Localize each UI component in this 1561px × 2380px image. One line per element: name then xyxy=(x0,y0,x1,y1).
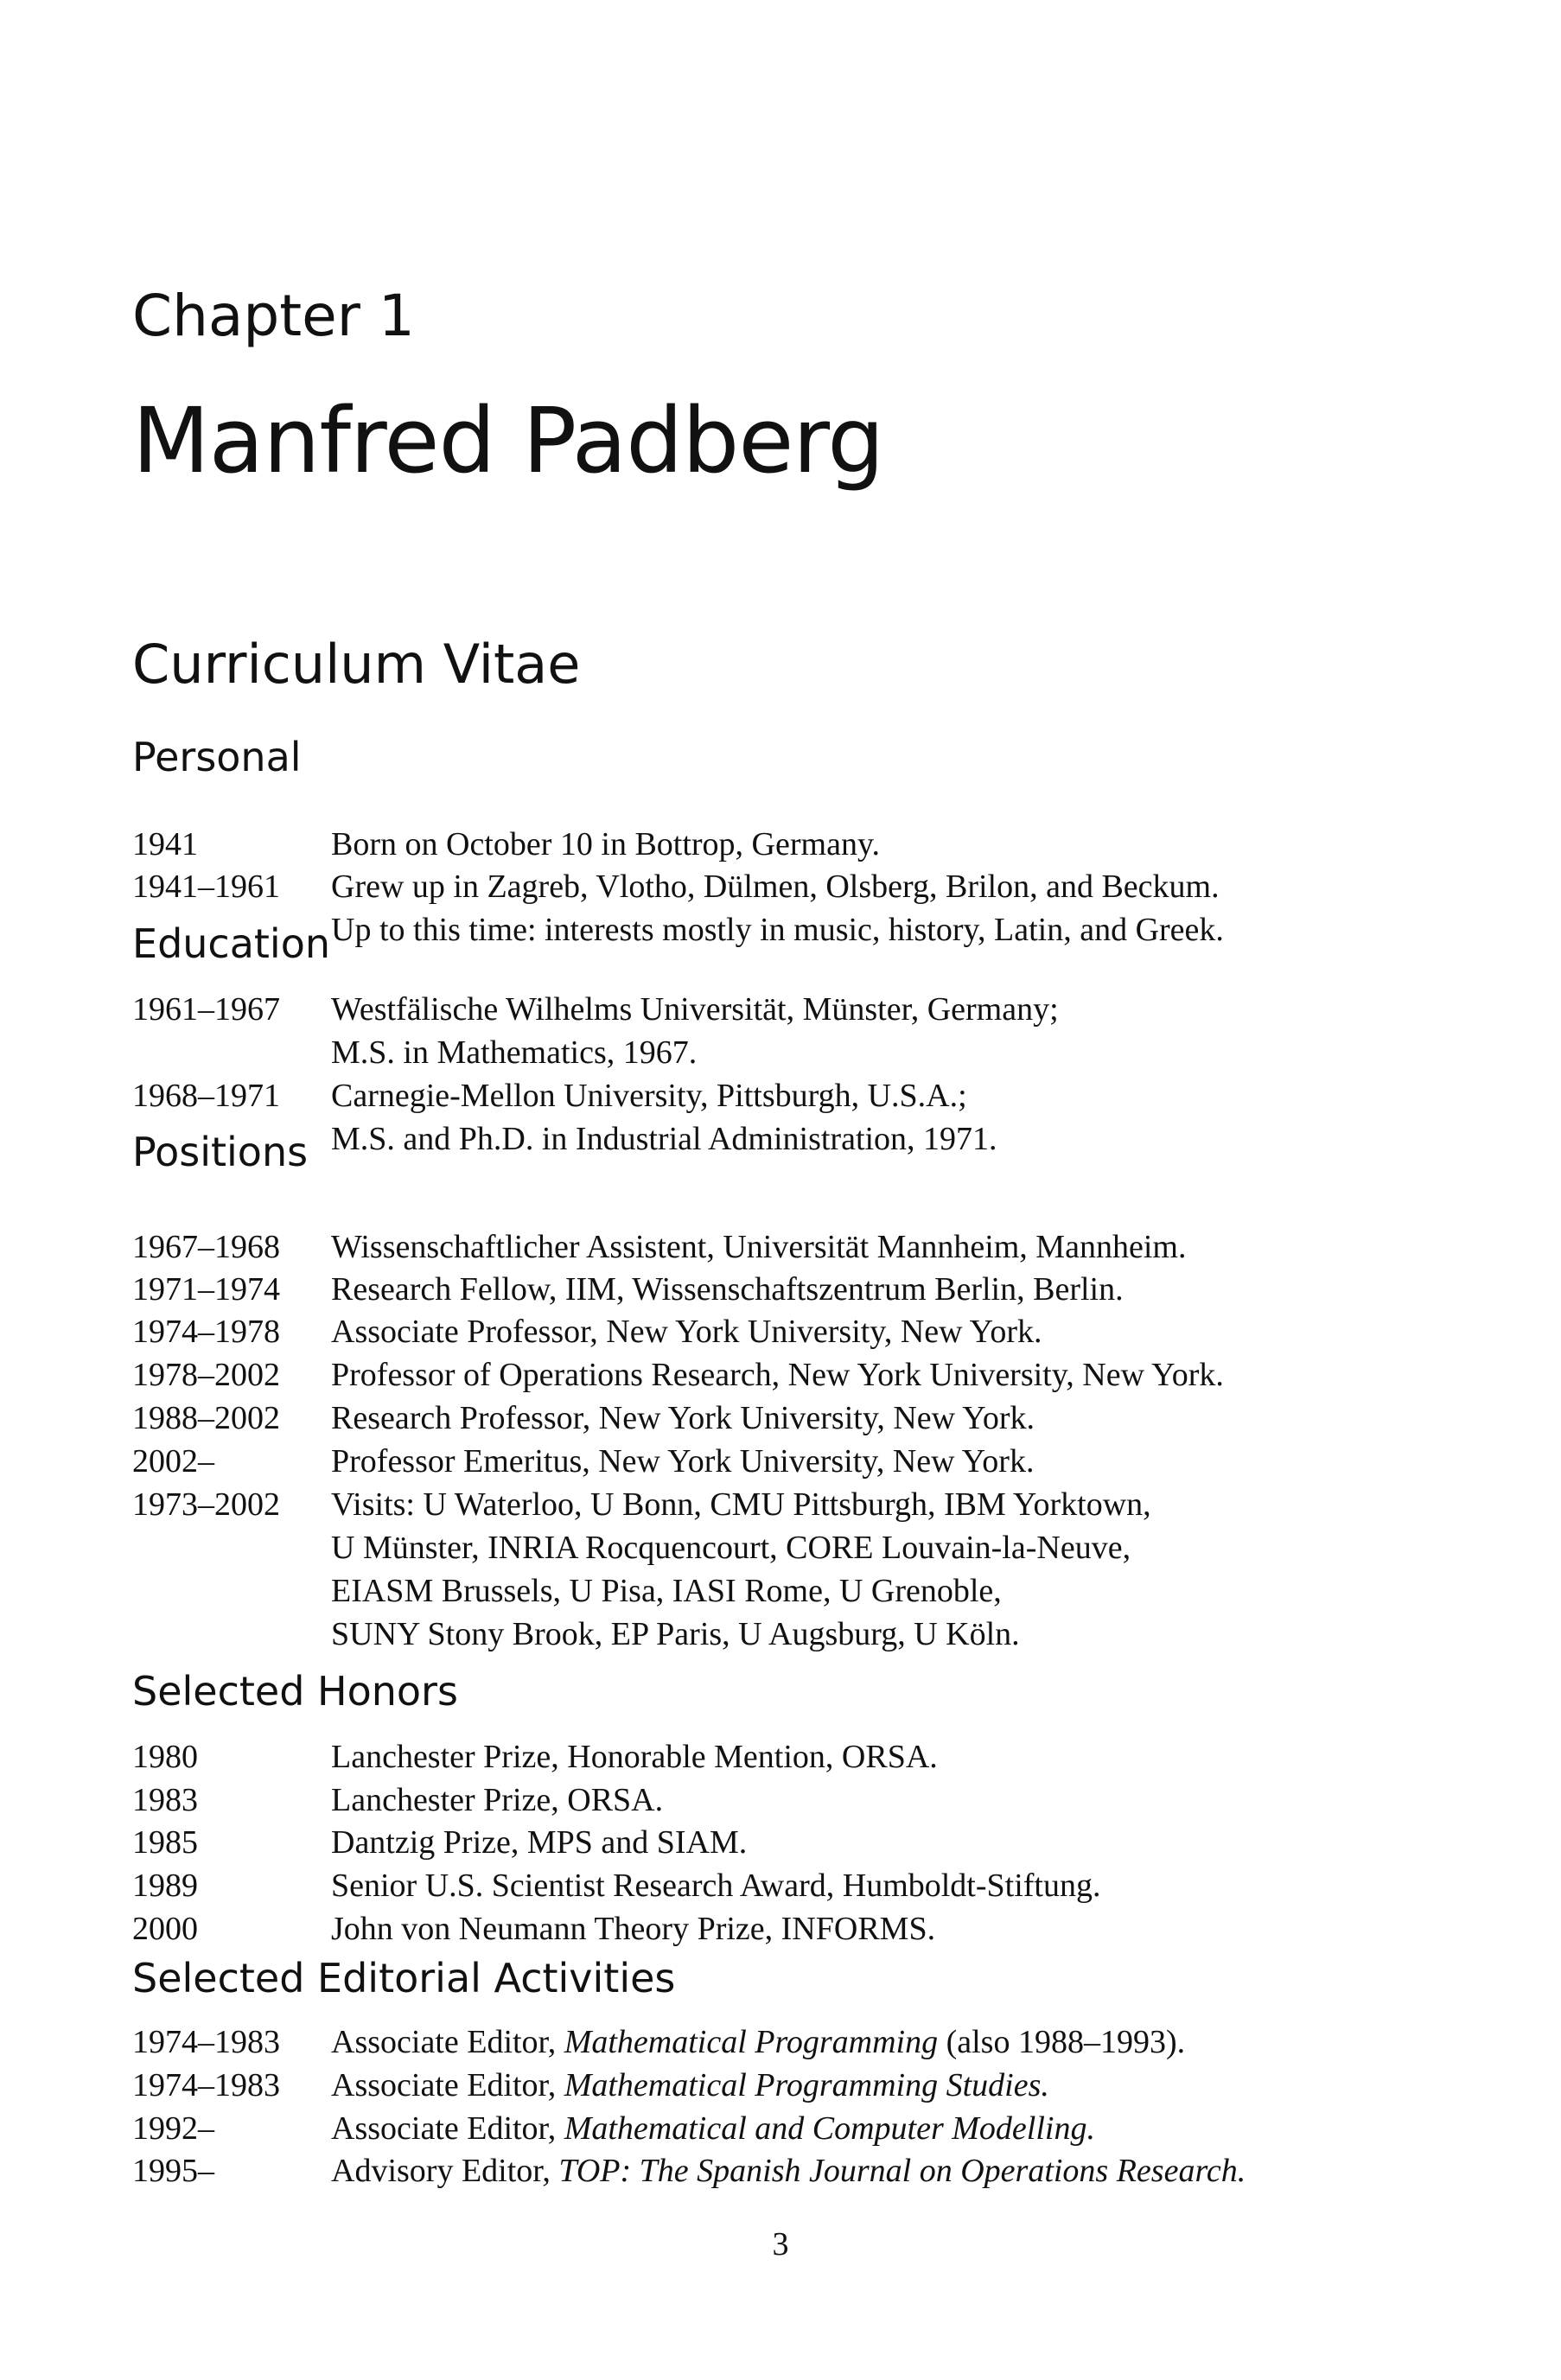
entry-line: SUNY Stony Brook, EP Paris, U Augsburg, U Köln. xyxy=(331,1616,1020,1652)
cv-entry xyxy=(132,1440,1515,1483)
editor-role: Associate Editor, xyxy=(331,2110,564,2147)
entry-line: Research Fellow, IIM, Wissenschaftszentrum Berlin, Berlin. xyxy=(331,1271,1124,1308)
entry-description xyxy=(331,1440,1515,1483)
entry-description xyxy=(331,1074,1515,1161)
entry-line: Visits: U Waterloo, U Bonn, CMU Pittsburgh, IBM Yorktown, xyxy=(331,1486,1151,1523)
entry-description xyxy=(331,1779,1515,1822)
editor-role: Associate Editor, xyxy=(331,2024,564,2060)
entry-line xyxy=(331,2149,1515,2192)
entry-line: Grew up in Zagreb, Vlotho, Dülmen, Olsberg, Brilon, and Beckum. xyxy=(331,869,1220,905)
section-heading-personal: Personal xyxy=(132,734,302,780)
entry-years: 1967–1968 xyxy=(132,1229,280,1265)
cv-entry xyxy=(132,2020,1515,2064)
cv-entry xyxy=(132,1353,1515,1397)
entry-line: Research Professor, New York University, New York. xyxy=(331,1400,1035,1436)
entry-description xyxy=(331,1310,1515,1353)
cv-entry xyxy=(132,2107,1515,2150)
entry-line: Lanchester Prize, ORSA. xyxy=(331,1782,664,1818)
entry-years: 1985 xyxy=(132,1824,198,1861)
entry-years: 2002– xyxy=(132,1443,214,1480)
entry-line xyxy=(331,2107,1515,2150)
chapter-title: Manfred Padberg xyxy=(132,388,884,493)
section-heading-education: Education xyxy=(132,920,331,967)
entry-line: Wissenschaftlicher Assistent, Universität Mannheim, Mannheim. xyxy=(331,1229,1187,1265)
editor-role: Associate Editor, xyxy=(331,2067,564,2103)
entry-years: 1983 xyxy=(132,1782,198,1818)
journal-title: Mathematical Programming xyxy=(564,2024,939,2060)
entry-years: 2000 xyxy=(132,1911,198,1947)
entry-description xyxy=(331,1483,1515,1656)
entry-description xyxy=(331,1821,1515,1864)
entry-description xyxy=(331,1353,1515,1397)
entry-description xyxy=(331,2107,1515,2150)
cv-entry xyxy=(132,2064,1515,2107)
entry-line: Professor of Operations Research, New York University, New York. xyxy=(331,1357,1224,1393)
entry-years: 1974–1978 xyxy=(132,1314,280,1350)
entry-description xyxy=(331,2020,1515,2064)
entry-description xyxy=(331,1907,1515,1950)
entry-line: EIASM Brussels, U Pisa, IASI Rome, U Grenoble, xyxy=(331,1573,1002,1609)
entry-years: 1961–1967 xyxy=(132,991,280,1028)
cv-entry xyxy=(132,1225,1515,1269)
cv-entry xyxy=(132,865,1515,951)
entry-description xyxy=(331,865,1515,951)
entry-description xyxy=(331,2064,1515,2107)
entry-years: 1992– xyxy=(132,2110,214,2147)
entry-description xyxy=(331,2149,1515,2192)
entry-suffix: (also 1988–1993). xyxy=(938,2024,1186,2060)
entry-line xyxy=(331,2020,1515,2064)
entry-years: 1988–2002 xyxy=(132,1400,280,1436)
cv-entry xyxy=(132,1907,1515,1950)
entry-line: Carnegie-Mellon University, Pittsburgh, U.S.A.; xyxy=(331,1078,967,1114)
entry-years: 1978–2002 xyxy=(132,1357,280,1393)
editor-role: Advisory Editor, xyxy=(331,2153,559,2189)
entry-line: U Münster, INRIA Rocquencourt, CORE Louvain-la-Neuve, xyxy=(331,1530,1131,1566)
entry-line: Born on October 10 in Bottrop, Germany. xyxy=(331,826,880,862)
entry-line: Associate Professor, New York University, New York. xyxy=(331,1314,1042,1350)
entry-years: 1995– xyxy=(132,2153,214,2189)
entry-line: John von Neumann Theory Prize, INFORMS. xyxy=(331,1911,936,1947)
cv-title: Curriculum Vitae xyxy=(132,633,581,696)
cv-entry xyxy=(132,1821,1515,1864)
entry-years: 1941 xyxy=(132,826,198,862)
cv-entry xyxy=(132,1397,1515,1440)
journal-title: Mathematical Programming Studies. xyxy=(564,2067,1049,2103)
journal-title: TOP: The Spanish Journal on Operations Research. xyxy=(558,2153,1246,2189)
cv-entry xyxy=(132,1864,1515,1907)
entry-description xyxy=(331,823,1515,866)
entry-line: M.S. and Ph.D. in Industrial Administration, 1971. xyxy=(331,1121,997,1157)
entry-line: M.S. in Mathematics, 1967. xyxy=(331,1034,698,1071)
section-heading-honors: Selected Honors xyxy=(132,1668,458,1715)
entry-years: 1974–1983 xyxy=(132,2067,280,2103)
entry-line: Westfälische Wilhelms Universität, Münster, Germany; xyxy=(331,991,1059,1028)
entry-line: Dantzig Prize, MPS and SIAM. xyxy=(331,1824,748,1861)
cv-entry xyxy=(132,1074,1515,1161)
entry-line: Lanchester Prize, Honorable Mention, ORSA. xyxy=(331,1739,938,1775)
section-heading-editorial: Selected Editorial Activities xyxy=(132,1955,676,2001)
entry-description xyxy=(331,1268,1515,1311)
section-heading-positions: Positions xyxy=(132,1129,309,1175)
cv-entry xyxy=(132,823,1515,866)
entry-line xyxy=(331,2064,1515,2107)
entry-description xyxy=(331,1864,1515,1907)
cv-entry xyxy=(132,1310,1515,1353)
entry-description xyxy=(331,1397,1515,1440)
entry-description xyxy=(331,1735,1515,1779)
cv-entry xyxy=(132,1268,1515,1311)
journal-title: Mathematical and Computer Modelling. xyxy=(564,2110,1095,2147)
entry-years: 1974–1983 xyxy=(132,2024,280,2060)
entry-line: Professor Emeritus, New York University, New York. xyxy=(331,1443,1035,1480)
entry-line: Senior U.S. Scientist Research Award, Humboldt-Stiftung. xyxy=(331,1868,1101,1904)
page-number: 3 xyxy=(772,2226,789,2262)
entry-years: 1989 xyxy=(132,1868,198,1904)
cv-entry xyxy=(132,988,1515,1074)
entry-years: 1941–1961 xyxy=(132,869,280,905)
entry-description xyxy=(331,1225,1515,1269)
entry-line: Up to this time: interests mostly in music, history, Latin, and Greek. xyxy=(331,912,1224,948)
cv-entry xyxy=(132,1483,1515,1656)
entry-years: 1973–2002 xyxy=(132,1486,280,1523)
cv-entry xyxy=(132,2149,1515,2192)
cv-entry xyxy=(132,1735,1515,1779)
entry-years: 1968–1971 xyxy=(132,1078,280,1114)
chapter-label: Chapter 1 xyxy=(132,283,415,349)
entry-years: 1980 xyxy=(132,1739,198,1775)
cv-entry xyxy=(132,1779,1515,1822)
entry-years: 1971–1974 xyxy=(132,1271,280,1308)
entry-description xyxy=(331,988,1515,1074)
